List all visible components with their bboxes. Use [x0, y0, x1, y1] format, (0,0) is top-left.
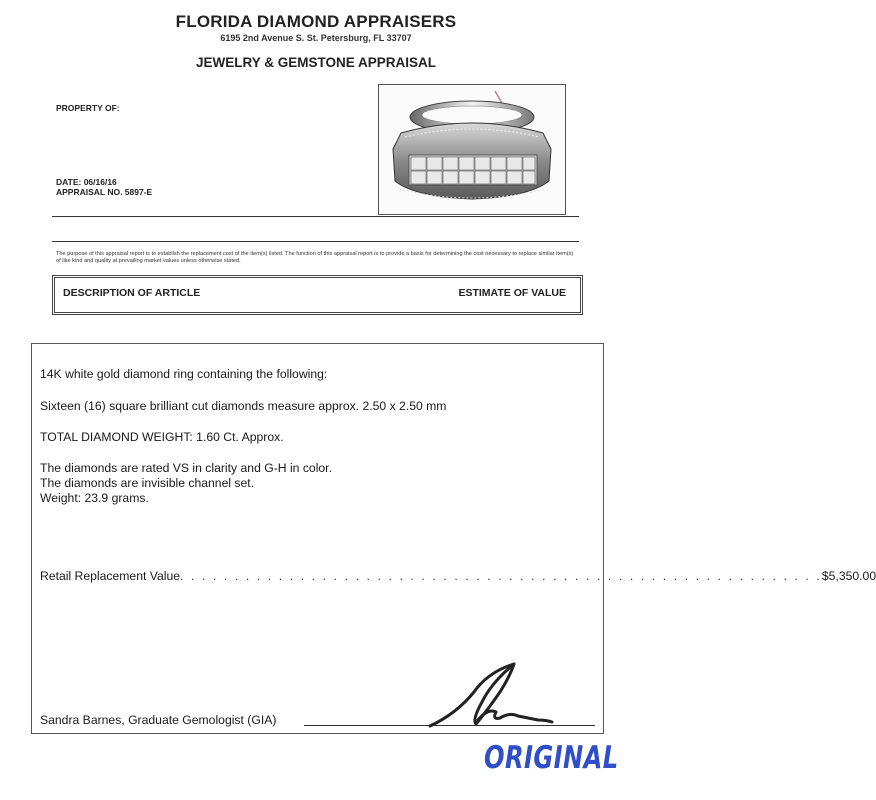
article-line: Weight: 23.9 grams. [40, 491, 149, 505]
article-line: The diamonds are invisible channel set. [40, 476, 255, 490]
diamond-ring-image [379, 85, 565, 214]
appraisal-number: APPRAISAL NO. 5897-E [56, 187, 153, 197]
article-line: Sixteen (16) square brilliant cut diamonds measure approx. 2.50 x 2.50 mm [40, 399, 447, 413]
appraisal-date: DATE: 06/16/16 [56, 177, 117, 187]
leader-dots: . . . . . . . . . . . . . . . . . . . . . . . . . . . . . . . . . . . . . . . . . . . . . . . . . . . . . . . . . . . [180, 569, 822, 583]
company-address: 6195 2nd Avenue S. St. Petersburg, FL 33707 [220, 33, 412, 43]
estimate-header: ESTIMATE OF VALUE [458, 287, 566, 299]
article-line: TOTAL DIAMOND WEIGHT: 1.60 Ct. Approx. [40, 430, 284, 444]
retail-replacement-value-row [40, 569, 876, 583]
article-description-box [31, 343, 876, 734]
handwritten-signature [426, 662, 556, 730]
table-header [52, 275, 583, 315]
article-line: 14K white gold diamond ring containing the following: [40, 367, 328, 381]
document-title: JEWELRY & GEMSTONE APPRAISAL [195, 55, 437, 70]
purpose-statement: The purpose of this appraisal report is to establish the replacement cost of the item(s) listed. The function of this appraisal report is to provide a basis for determining the cost necessary to replace similar item(s) of like kind and quality at prevailing market values unless otherwise stated. [56, 251, 574, 264]
description-header: DESCRIPTION OF ARTICLE [63, 287, 201, 299]
property-of-label: PROPERTY OF: [56, 103, 120, 113]
original-stamp: ORIGINAL [484, 740, 619, 776]
divider-line [52, 241, 579, 242]
article-line: The diamonds are rated VS in clarity and G-H in color. [40, 461, 332, 475]
divider-line [52, 216, 579, 217]
retail-label: Retail Replacement Value [40, 569, 181, 583]
ring-photo [378, 84, 566, 215]
appraiser-name: Sandra Barnes, Graduate Gemologist (GIA) [40, 713, 277, 727]
company-name: FLORIDA DIAMOND APPRAISERS [175, 12, 457, 31]
retail-value: $5,350.00 [821, 569, 876, 583]
